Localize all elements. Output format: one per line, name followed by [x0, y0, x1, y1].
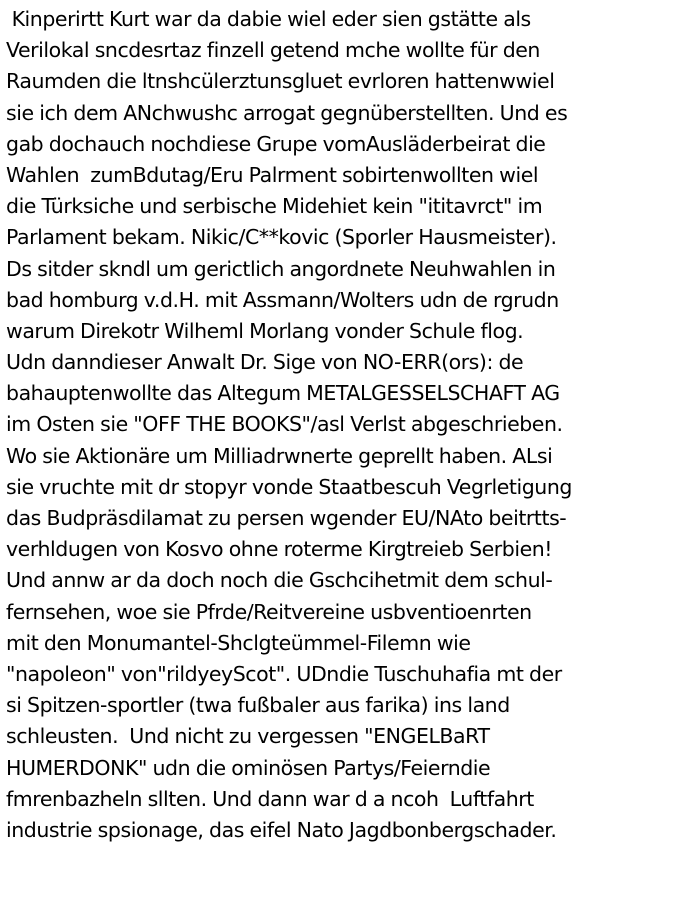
text-line-6: Wahlen zumBdutag/Eru Palrment sobirtenwollten wiel: [6, 162, 539, 187]
text-line-15: Wo sie Aktionäre um Milliadrwnerte geprellt haben. ALsi: [6, 443, 553, 468]
text-line-27: industrie spsionage, das eifel Nato Jagdbonbergschader.: [6, 817, 557, 842]
text-line-14: im Osten sie "OFF THE BOOKS"/asl Verlst abgeschrieben.: [6, 412, 563, 437]
text-line-17: das Budpräsdilamat zu persen wgender EU/NAto beitrtts-: [6, 506, 567, 530]
text-line-18: verhldugen von Kosvo ohne roterme Kirgtreieb Serbien!: [6, 537, 553, 562]
text-line-12: Udn danndieser Anwalt Dr. Sige von NO-ERR(ors): de: [6, 350, 524, 375]
text-line-9: Ds sitder skndl um gerictlich angordnete Neuhwahlen in: [6, 256, 556, 281]
text-line-13: bahauptenwollte das Altegum METALGESSELSCHAFT AG: [6, 381, 560, 406]
text-line-22: "napoleon" von"rildyeyScot". UDndie Tuschuhafia mt der: [6, 661, 562, 686]
text-line-5: gab dochauch nochdiese Grupe vomAusläderbeirat die: [6, 131, 546, 156]
text-line-24: schleusten. Und nicht zu vergessen "ENGELBaRT: [6, 724, 490, 749]
text-line-4: sie ich dem ANchwushc arrogat gegnüberstellten. Und es: [6, 100, 568, 125]
body-text: [6, 4, 682, 846]
text-line-8: Parlament bekam. Nikic/C**kovic (Sporler Hausmeister).: [6, 225, 557, 250]
text-line-10: bad homburg v.d.H. mit Assmann/Wolters udn de rgrudn: [6, 287, 559, 312]
text-line-2: Verilokal sncdesrtaz finzell getend mche wollte für den: [6, 38, 540, 63]
text-line-7: die Türksiche und serbische Midehiet kein "ititavrct" im: [6, 194, 543, 219]
text-line-11: warum Direkotr Wilheml Morlang vonder Schule flog.: [6, 318, 524, 343]
text-line-1: Kinperirtt Kurt war da dabie wiel eder sien gstätte als: [6, 7, 531, 31]
text-line-23: si Spitzen-sportler (twa fußbaler aus farika) ins land: [6, 693, 510, 718]
text-line-19: Und annw ar da doch noch die Gschcihetmit dem schul-: [6, 568, 553, 593]
text-line-26: fmrenbazheln sllten. Und dann war d a ncoh Luftfahrt: [6, 786, 534, 811]
text-line-25: HUMERDONK" udn die ominösen Partys/Feierndie: [6, 755, 491, 780]
text-line-16: sie vruchte mit dr stopyr vonde Staatbescuh Vegrletigung: [6, 474, 572, 499]
text-line-20: fernsehen, woe sie Pfrde/Reitvereine usbventioenrten: [6, 599, 532, 624]
text-line-21: mit den Monumantel-Shclgteümmel-Filemn wie: [6, 630, 471, 655]
text-line-3: Raumden die ltnshcülerztunsgluet evrloren hattenwwiel: [6, 69, 555, 94]
